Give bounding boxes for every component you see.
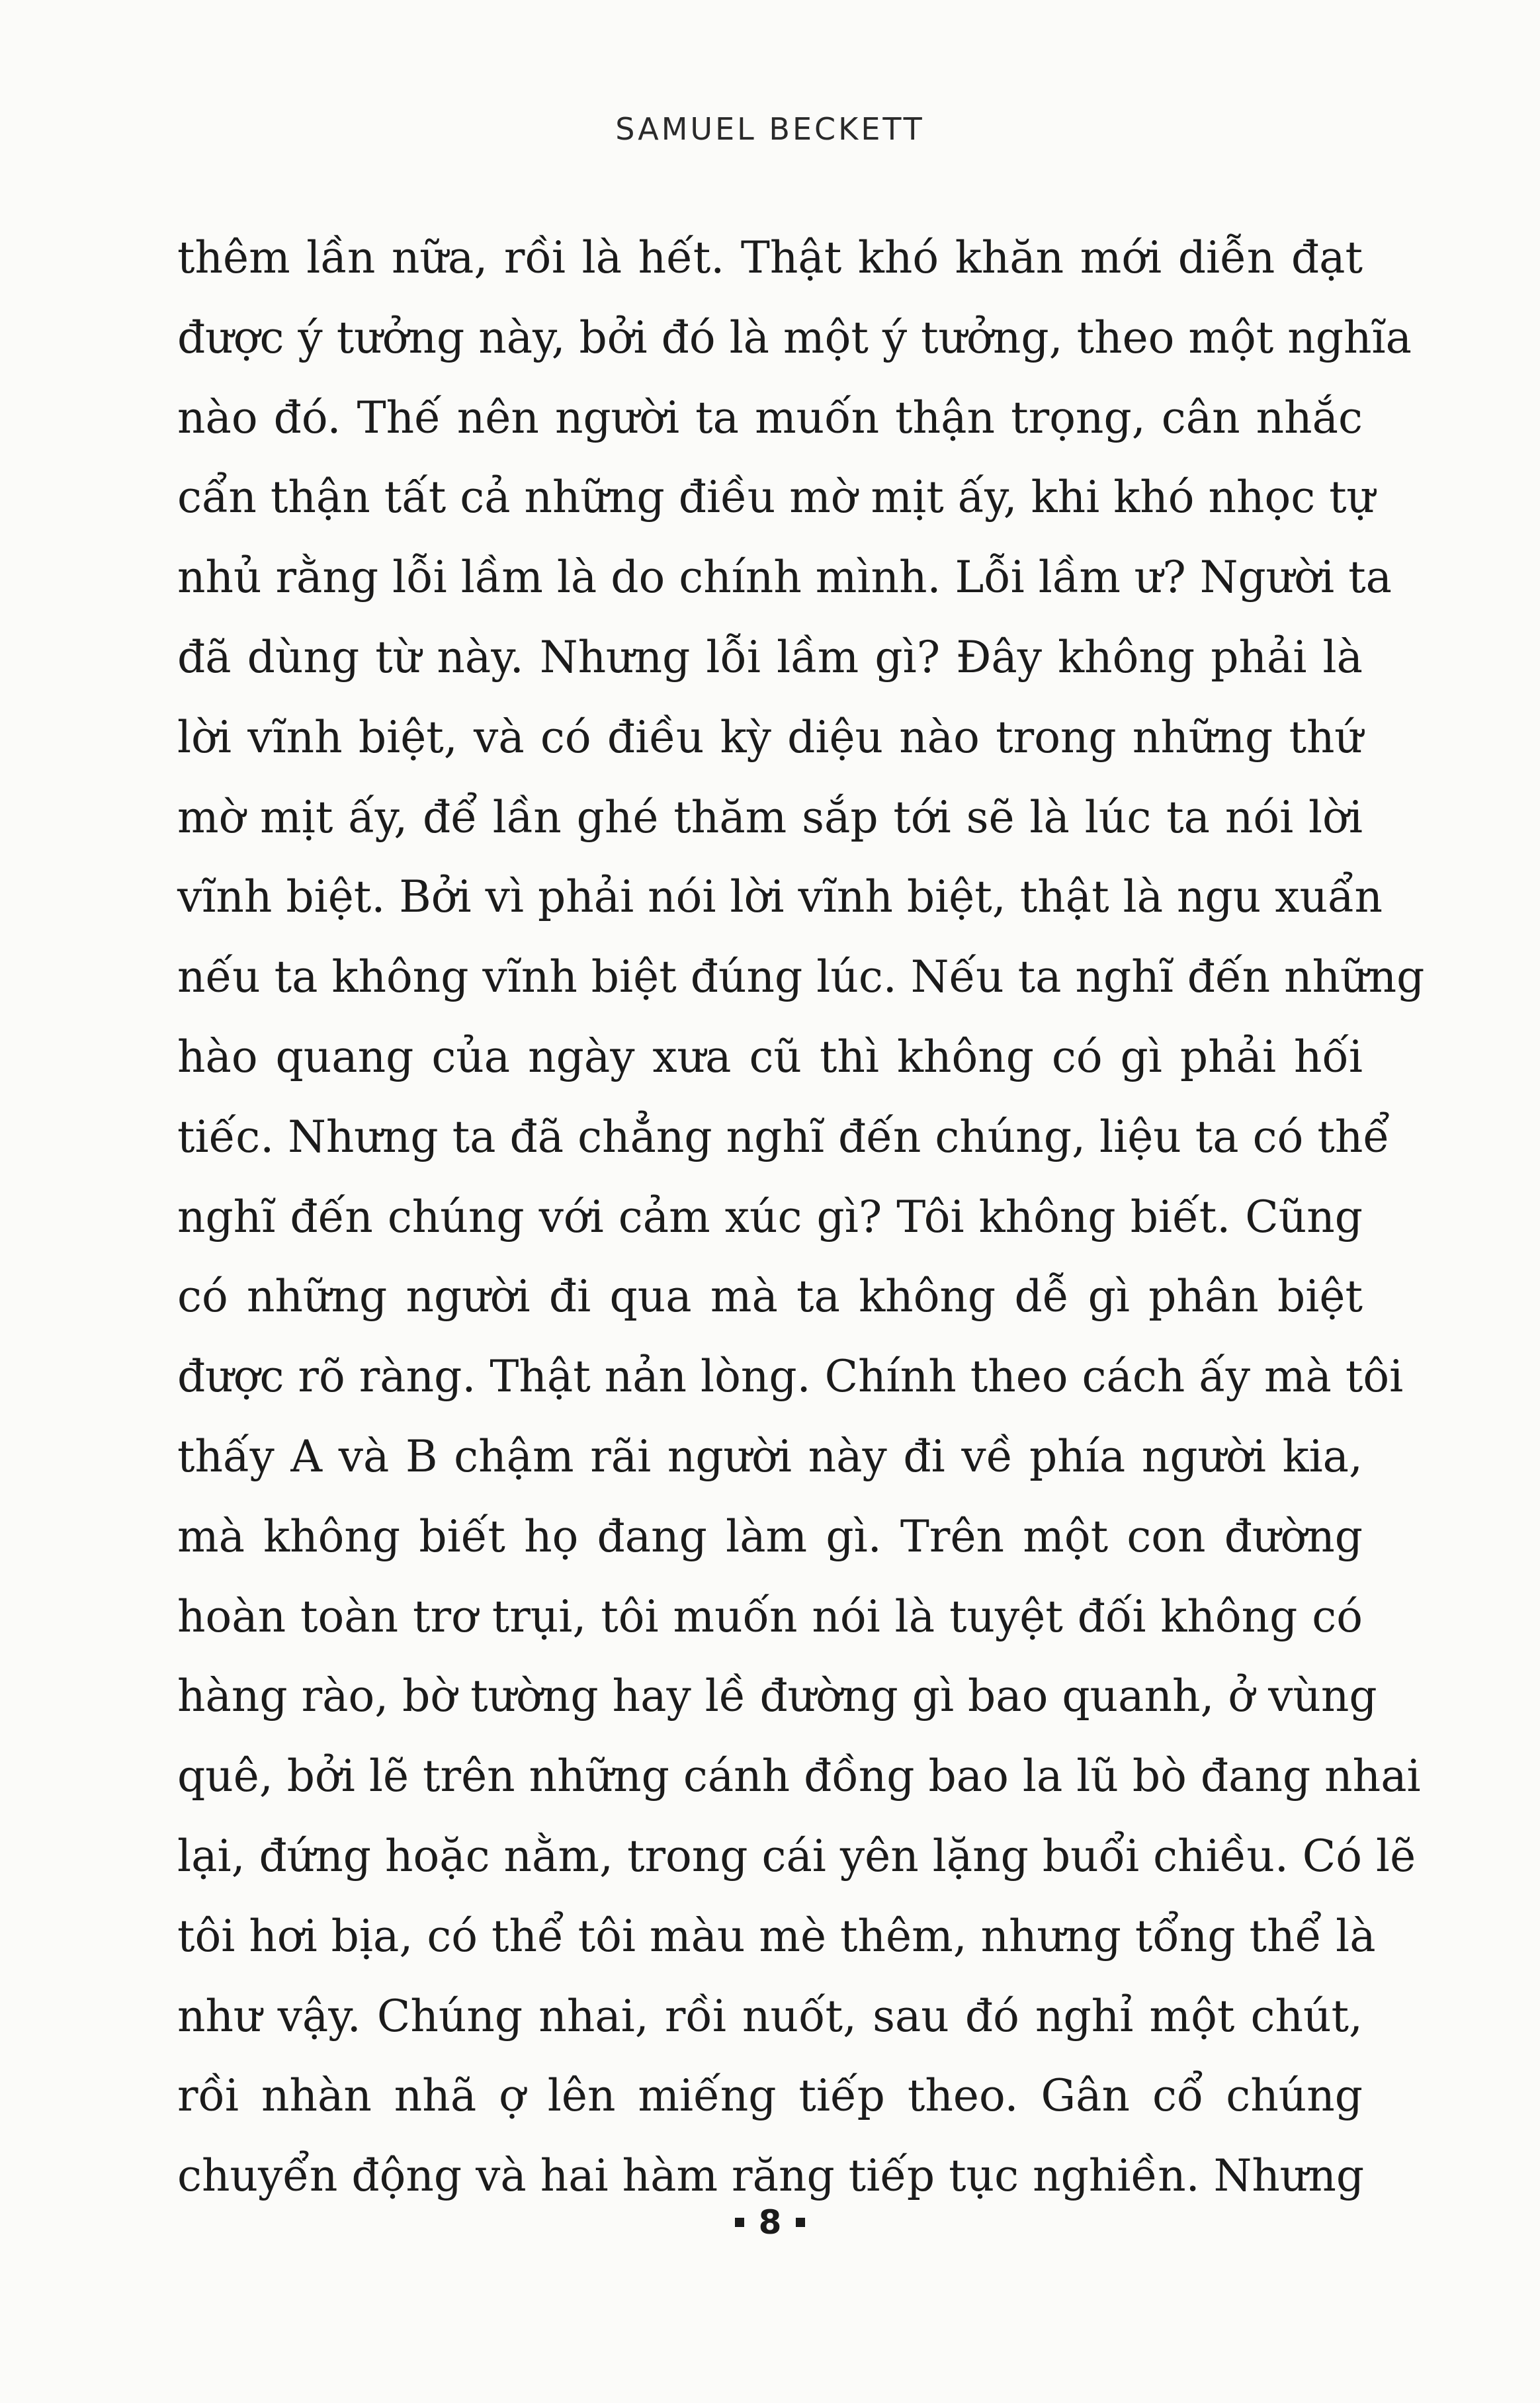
text-line: nghĩ đến chúng với cảm xúc gì? Tôi không biết. Cũng (177, 1191, 1363, 1243)
text-line: mà không biết họ đang làm gì. Trên một con đường (177, 1510, 1363, 1562)
text-line: tiếc. Nhưng ta đã chẳng nghĩ đến chúng, liệu ta có thể (177, 1111, 1390, 1162)
left-bullet-icon (735, 2218, 744, 2227)
text-line: thêm lần nữa, rồi là hết. Thật khó khăn mới diễn đạt (177, 232, 1363, 283)
text-line: được ý tưởng này, bởi đó là một ý tưởng, theo một nghĩa (177, 312, 1412, 363)
right-bullet-icon (796, 2218, 805, 2227)
page-number (0, 2203, 1540, 2242)
text-line: hoàn toàn trơ trụi, tôi muốn nói là tuyệt đối không có (177, 1591, 1363, 1642)
text-line: đã dùng từ này. Nhưng lỗi lầm gì? Đây không phải là (177, 631, 1363, 683)
text-line: thấy A và B chậm rãi người này đi về phía người kia, (177, 1430, 1363, 1482)
text-line: nào đó. Thế nên người ta muốn thận trọng, cân nhắc (177, 392, 1363, 443)
text-line: hào quang của ngày xưa cũ thì không có gì phải hối (177, 1031, 1363, 1082)
text-line: quê, bởi lẽ trên những cánh đồng bao la lũ bò đang nhai (177, 1751, 1421, 1802)
text-line: nhủ rằng lỗi lầm là do chính mình. Lỗi lầm ư? Người ta (177, 552, 1392, 603)
body-text (177, 218, 1425, 2216)
text-line: lời vĩnh biệt, và có điều kỳ diệu nào trong những thứ (177, 711, 1363, 763)
text-line: lại, đứng hoặc nằm, trong cái yên lặng buổi chiều. Có lẽ (177, 1830, 1416, 1882)
text-line: như vậy. Chúng nhai, rồi nuốt, sau đó nghỉ một chút, (177, 1990, 1363, 2042)
text-line: nếu ta không vĩnh biệt đúng lúc. Nếu ta nghĩ đến những (177, 951, 1425, 1003)
text-line: có những người đi qua mà ta không dễ gì phân biệt (177, 1271, 1363, 1323)
text-line: tôi hơi bịa, có thể tôi màu mè thêm, nhưng tổng thể là (177, 1910, 1376, 1962)
running-header: SAMUEL BECKETT (615, 111, 925, 147)
text-line: rồi nhàn nhã ợ lên miếng tiếp theo. Gân cổ chúng (177, 2070, 1363, 2122)
text-line: mờ mịt ấy, để lần ghé thăm sắp tới sẽ là lúc ta nói lời (177, 791, 1363, 843)
text-line: vĩnh biệt. Bởi vì phải nói lời vĩnh biệt, thật là ngu xuẩn (177, 871, 1383, 923)
page-number-value: 8 (758, 2203, 782, 2242)
text-line: hàng rào, bờ tường hay lề đường gì bao quanh, ở vùng (177, 1671, 1377, 1722)
text-line: chuyển động và hai hàm răng tiếp tục nghiền. Nhưng (177, 2150, 1365, 2202)
text-line: được rõ ràng. Thật nản lòng. Chính theo cách ấy mà tôi (177, 1351, 1404, 1403)
text-line: cẩn thận tất cả những điều mờ mịt ấy, khi khó nhọc tự (177, 472, 1375, 523)
